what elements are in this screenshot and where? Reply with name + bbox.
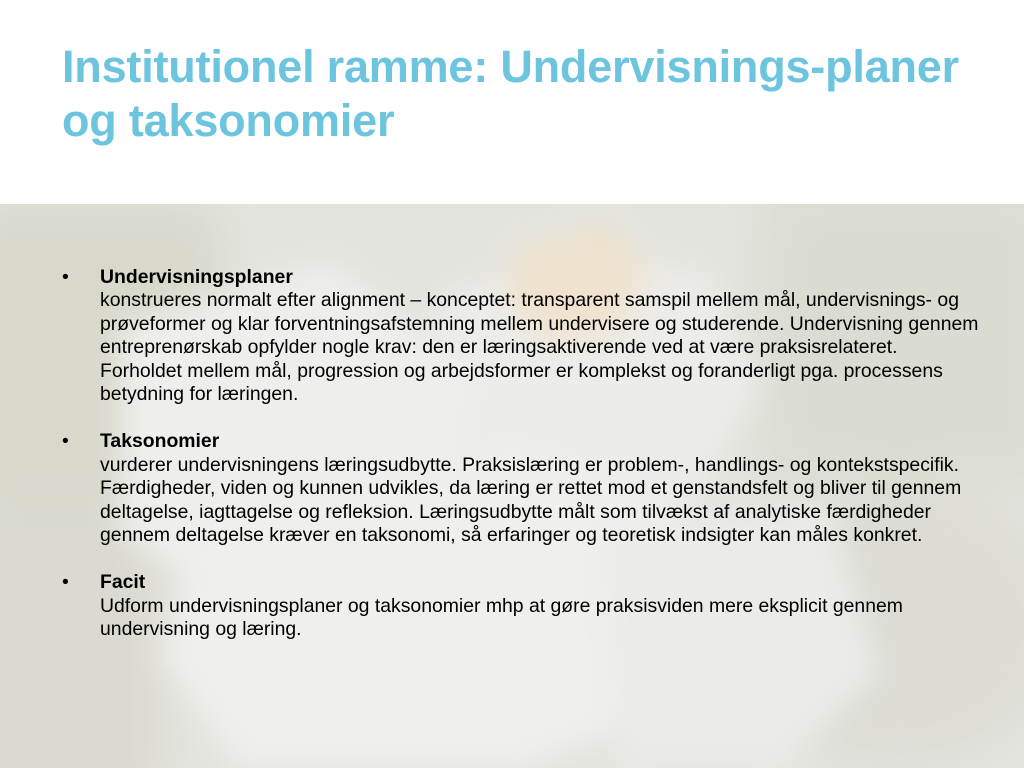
bullet-marker: • bbox=[62, 571, 69, 594]
bullet-heading: Taksonomier bbox=[100, 430, 220, 453]
bullet-heading: Undervisningsplaner bbox=[100, 266, 293, 288]
bullet-marker: • bbox=[62, 266, 69, 288]
bullet-text: vurderer undervisningens læringsudbytte. Praksislæring er problem-, handlings- og kontekstspecifik. Færdigheder, viden og kunnen udvikles, da læring er rettet mod et genstandsfelt og bliver til gennem deltagelse, iagttagelse og refleksion. Læringsudbytte målt som tilvækst af analytiske færdigheder gennem deltagelse kræver en taksonomi, så erfaringer og teoretisk indsigter kan måles konkret. bbox=[100, 453, 962, 547]
bullet-marker: • bbox=[62, 430, 69, 453]
bullet-list bbox=[62, 266, 982, 666]
bullet-text: konstrueres normalt efter alignment – konceptet: transparent samspil mellem mål, undervisnings- og prøveformer og klar forventningsafstemning mellem undervisere og studerende. Undervisning gennem entreprenørskab opfylder nogle krav: den er læringsaktiverende ved at være praksisrelateret. Forholdet mellem mål, progression og arbejdsformer er komplekst og foranderligt pga. processens betydning for læringen. bbox=[100, 289, 979, 406]
bullet-item-facit bbox=[62, 571, 982, 641]
bullet-heading: Facit bbox=[100, 571, 146, 594]
title-area bbox=[0, 0, 1024, 204]
bullet-item-undervisningsplaner bbox=[62, 266, 982, 406]
bullet-text: Udform undervisningsplaner og taksonomier mhp at gøre praksisviden mere eksplicit gennem undervisning og læring. bbox=[100, 594, 903, 641]
bullet-item-taksonomier bbox=[62, 430, 982, 547]
slide-title: Institutionel ramme: Undervisnings-planer og taksonomier bbox=[62, 41, 959, 146]
